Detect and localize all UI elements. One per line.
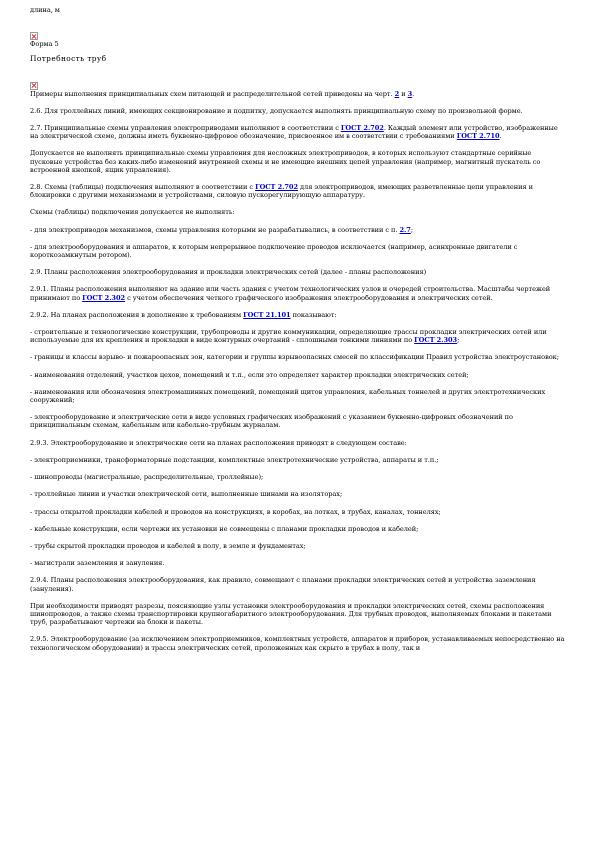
link-gost-2-702[interactable]: ГОСТ 2.702: [255, 183, 298, 192]
paragraph: Допускается не выполнять принципиальные схемы управления для несложных электроприводов, в которых используют стандартные серийные пусковые устройства без каких-либо изменений внутренней схемы и не имеющие внешних цепей управления (например, магнитный пускатель со встроенной кнопкой, ящик управления).: [30, 149, 541, 174]
link-gost-21-101[interactable]: ГОСТ 21.101: [243, 310, 291, 319]
paragraph: - для электрооборудования и аппаратов, к которым непрерывное подключение проводов исключается (например, асинхронные двигатели с короткозамкнутым ротором).: [30, 242, 518, 260]
paragraph: - шинопроводы (магистральные, распределительные, троллейные);: [30, 473, 264, 482]
paragraph: - магистрали заземления и зануления.: [30, 559, 165, 568]
link-figure-3[interactable]: 3: [407, 89, 413, 98]
link-gost-2-710[interactable]: ГОСТ 2.710: [456, 132, 500, 141]
paragraph: - границы и классы взрыво- и пожароопасных зон, категории и группы взрывоопасных смесей по классификации Правил устройства электроустановок;: [30, 353, 559, 362]
link-gost-2-302[interactable]: ГОСТ 2.302: [82, 293, 126, 302]
paragraph: Примеры выполнения принципиальных схем питающей и распределительной сетей приведены на черт. 2 и 3.: [30, 89, 415, 98]
link-section-2-7[interactable]: 2.7: [399, 225, 411, 234]
link-gost-2-303[interactable]: ГОСТ 2.303: [414, 336, 458, 345]
paragraph: Схемы (таблицы) подключения допускается не выполнять:: [30, 208, 235, 217]
paragraph: 2.7. Принципиальные схемы управления электроприводами выполняют в соответствии с ГОСТ 2.702. Каждый элемент или устройство, изображенные на электрической схеме, должны иметь буквенно-цифровое обозначение, присвоенное им в соответствии с требованиями ГОСТ 2.710.: [30, 124, 558, 141]
paragraph: 2.9.3. Электрооборудование и электрические сети на планах расположения приводят в следующем составе:: [30, 438, 407, 447]
top-line: длина, м: [30, 6, 60, 14]
paragraph: - наименования или обозначения электромашинных помещений, помещений щитов управления, кабельных тоннелей и других электротехнических сооружений;: [30, 387, 546, 405]
link-figure-2[interactable]: 2: [394, 89, 400, 98]
paragraph: 2.9.4. Планы расположения электрооборудования, как правило, совмещают с планами прокладки электрических сетей и устройства заземления (зануления).: [30, 576, 536, 593]
section-heading: 2.9. Планы расположения электрооборудования и прокладки электрических сетей (далее - планы расположения): [30, 268, 427, 277]
image-placeholder-2: [30, 75, 565, 83]
broken-image-icon: [30, 82, 38, 90]
paragraph: 2.8. Схемы (таблицы) подключения выполняют в соответствии с ГОСТ 2.702 для электроприводов, имеющих разветвленные цепи управления и блокировки с другими механизмами и устройствами, силовую пускорегулирующую аппаратуру.: [30, 183, 533, 200]
paragraph: 2.9.1. Планы расположения выполняют на здание или часть здания с учетом технологических узлов и очередей строительства. Масштабы чертежей принимают по ГОСТ 2.302 с учетом обеспечения четкого графического изображения электрооборудования и электрических сетей.: [30, 285, 551, 302]
paragraph: - строительные и технологические конструкции, трубопроводы и другие коммуникации, определяющие трассы прокладки электрических сетей или используемые для их крепления и прокладки в виде контурных очертаний - сплошными тонкими линиями по ГОСТ 2.303;: [30, 328, 547, 345]
paragraph: - трубы скрытой прокладки проводов и кабелей в полу, в земле и фундаментах;: [30, 541, 306, 550]
paragraph: - электроприемники, трансформаторные подстанции, комплектные электротехнические устройства, аппараты и т.п.;: [30, 455, 439, 464]
image-placeholder-1: [30, 25, 565, 33]
paragraph: 2.9.2. На планах расположения в дополнение к требованиям ГОСТ 21.101 показывают:: [30, 310, 337, 319]
link-gost-2-702[interactable]: ГОСТ 2.702: [340, 124, 384, 133]
paragraph: - электрооборудование и электрические сети в виде условных графических изображений с указанием буквенно-цифровых обозначений по принципиальным схемам, кабельным или кабельно-трубным журналам.: [30, 413, 513, 430]
paragraph: При необходимости приводят разрезы, поясняющие узлы установки электрооборудования и прокладки электрических сетей, схемы расположения шинопроводов, а также схемы транспортировки крупногабаритного электрооборудования. Для трубных проводок, выполняемых блоками и пакетами труб, разрабатывают чертежи на блоки и пакеты.: [30, 601, 552, 627]
table-heading: Потребность труб: [30, 54, 107, 64]
broken-image-icon: [30, 32, 38, 40]
paragraph: - для электроприводов механизмов, схемы управления которыми не разрабатывались, в соответствии с п. 2.7;: [30, 225, 413, 234]
paragraph: - наименования отделений, участков цехов, помещений и т.п., если это определяет характер прокладки электрических сетей;: [30, 370, 469, 379]
paragraph: - трассы открытой прокладки кабелей и проводов на конструкциях, в коробах, на лотках, в трубах, каналах, тоннелях;: [30, 507, 441, 516]
paragraph: - кабельные конструкции, если чертежи их установки не совмещены с планами прокладки проводов и кабелей;: [30, 524, 419, 533]
form-label: Форма 5: [30, 40, 59, 49]
paragraph: 2.6. Для троллейных линий, имеющих секционирование и подпитку, допускается выполнять принципиальную схему по произвольной форме.: [30, 106, 523, 115]
paragraph: - троллейные линии и участки электрической сети, выполненные шинами на изоляторах;: [30, 490, 343, 499]
paragraph: 2.9.5. Электрооборудование (за исключением электроприемников, комплектных устройств, аппаратов и приборов, устанавливаемых непосредственно на технологическом оборудовании) и трассы электрических сетей, проложенных как скрыто в трубах в полу, так и: [30, 635, 565, 652]
